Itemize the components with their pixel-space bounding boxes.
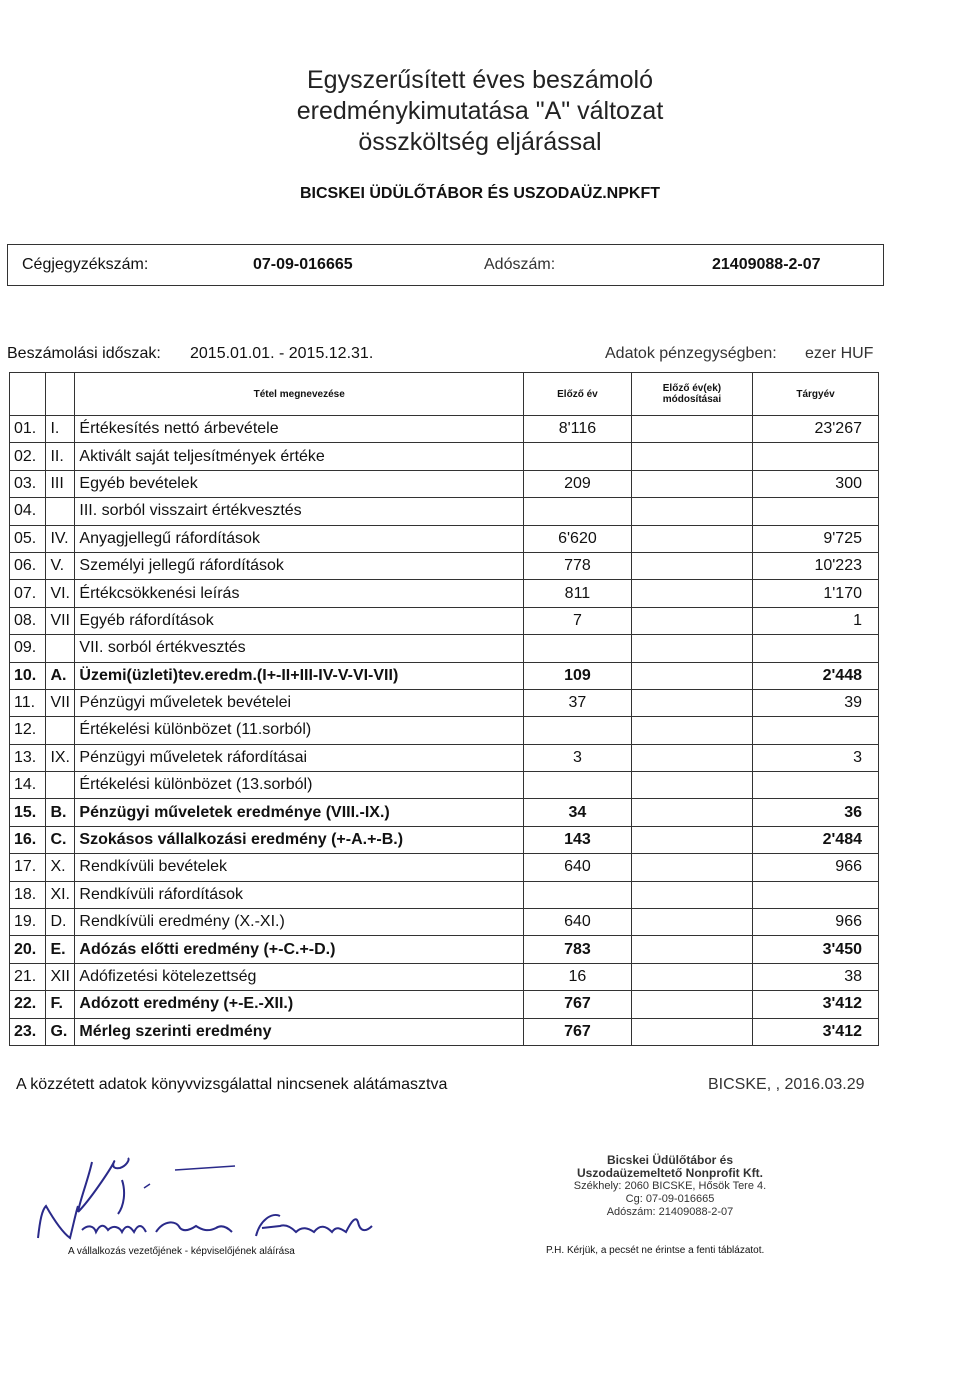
row-prev-year: 778: [524, 552, 632, 579]
row-number: 17.: [10, 854, 46, 881]
row-modification: [631, 717, 752, 744]
row-current-year: 3'450: [753, 936, 879, 963]
row-number: 21.: [10, 963, 46, 990]
row-name: Értékelési különbözet (11.sorból): [75, 717, 524, 744]
table-row: [10, 416, 879, 443]
row-name: Mérleg szerinti eredmény: [75, 1018, 524, 1045]
row-name: Egyéb bevételek: [75, 470, 524, 497]
table-row: [10, 909, 879, 936]
stamp-line-2: Uszodaüzemeltető Nonprofit Kft.: [577, 1166, 763, 1180]
row-prev-year: 640: [524, 909, 632, 936]
row-roman: VI.: [46, 580, 75, 607]
row-name: Rendkívüli eredmény (X.-XI.): [75, 909, 524, 936]
period-value: 2015.01.01. - 2015.12.31.: [190, 345, 374, 362]
row-roman: II.: [46, 443, 75, 470]
row-roman: XI.: [46, 881, 75, 908]
row-prev-year: [524, 772, 632, 799]
row-prev-year: [524, 717, 632, 744]
row-number: 09.: [10, 635, 46, 662]
table-header-row: [10, 373, 879, 416]
header-name: Tétel megnevezése: [75, 373, 524, 416]
row-modification: [631, 689, 752, 716]
row-number: 08.: [10, 607, 46, 634]
row-modification: [631, 662, 752, 689]
row-modification: [631, 991, 752, 1018]
row-current-year: 39: [753, 689, 879, 716]
row-number: 20.: [10, 936, 46, 963]
row-prev-year: [524, 443, 632, 470]
row-number: 13.: [10, 744, 46, 771]
table-row: [10, 881, 879, 908]
row-roman: XII: [46, 963, 75, 990]
table-row: [10, 991, 879, 1018]
table-row: [10, 963, 879, 990]
income-statement-table: [9, 372, 879, 1046]
row-modification: [631, 772, 752, 799]
row-current-year: 2'448: [753, 662, 879, 689]
reg-label: Cégjegyzékszám:: [22, 256, 149, 273]
stamp-line-5: Adószám: 21409088-2-07: [606, 1206, 734, 1218]
row-prev-year: 640: [524, 854, 632, 881]
row-roman: F.: [46, 991, 75, 1018]
row-roman: VII: [46, 607, 75, 634]
tax-value: 21409088-2-07: [712, 256, 821, 273]
row-prev-year: 783: [524, 936, 632, 963]
row-modification: [631, 607, 752, 634]
table-row: [10, 635, 879, 662]
row-current-year: 300: [753, 470, 879, 497]
row-roman: VII: [46, 689, 75, 716]
row-roman: [46, 772, 75, 799]
row-name: VII. sorból értékvesztés: [75, 635, 524, 662]
row-roman: III: [46, 470, 75, 497]
reg-value: 07-09-016665: [253, 256, 353, 273]
row-modification: [631, 854, 752, 881]
row-name: Aktivált saját teljesítmények értéke: [75, 443, 524, 470]
row-name: Értékcsökkenési leírás: [75, 580, 524, 607]
row-number: 01.: [10, 416, 46, 443]
signature-caption: A vállalkozás vezetőjének - képviselőjének aláírása: [68, 1246, 295, 1257]
row-modification: [631, 443, 752, 470]
row-roman: A.: [46, 662, 75, 689]
row-name: Üzemi(üzleti)tev.eredm.(I+-II+III-IV-V-VI-VII): [75, 662, 524, 689]
row-number: 18.: [10, 881, 46, 908]
row-current-year: 1'170: [753, 580, 879, 607]
row-prev-year: 6'620: [524, 525, 632, 552]
row-modification: [631, 963, 752, 990]
row-number: 10.: [10, 662, 46, 689]
row-prev-year: 3: [524, 744, 632, 771]
row-prev-year: 767: [524, 1018, 632, 1045]
table-row: [10, 799, 879, 826]
stamp-line-1: Bicskei Üdülőtábor és: [606, 1153, 734, 1167]
row-number: 12.: [10, 717, 46, 744]
table-row: [10, 936, 879, 963]
row-modification: [631, 826, 752, 853]
stamp-line-4: Cg: 07-09-016665: [625, 1193, 715, 1205]
row-modification: [631, 799, 752, 826]
table-row: [10, 1018, 879, 1045]
row-modification: [631, 635, 752, 662]
row-number: 05.: [10, 525, 46, 552]
row-modification: [631, 1018, 752, 1045]
row-current-year: 966: [753, 854, 879, 881]
title-line-1: Egyszerűsített éves beszámoló: [307, 66, 653, 94]
row-prev-year: 209: [524, 470, 632, 497]
row-modification: [631, 498, 752, 525]
row-roman: I.: [46, 416, 75, 443]
tax-label: Adószám:: [484, 256, 556, 273]
unit-label: Adatok pénzegységben:: [605, 345, 777, 362]
row-roman: IV.: [46, 525, 75, 552]
row-name: Pénzügyi műveletek ráfordításai: [75, 744, 524, 771]
row-roman: [46, 717, 75, 744]
row-roman: V.: [46, 552, 75, 579]
row-prev-year: 143: [524, 826, 632, 853]
row-current-year: [753, 635, 879, 662]
row-roman: IX.: [46, 744, 75, 771]
table-row: [10, 717, 879, 744]
table-row: [10, 854, 879, 881]
header-prev: Előző év: [524, 373, 632, 416]
row-current-year: 9'725: [753, 525, 879, 552]
row-name: Szokásos vállalkozási eredmény (+-A.+-B.): [75, 826, 524, 853]
row-prev-year: [524, 881, 632, 908]
row-roman: [46, 635, 75, 662]
row-current-year: 2'484: [753, 826, 879, 853]
row-current-year: 23'267: [753, 416, 879, 443]
table-row: [10, 470, 879, 497]
table-row: [10, 498, 879, 525]
row-roman: X.: [46, 854, 75, 881]
row-current-year: 3'412: [753, 1018, 879, 1045]
row-roman: D.: [46, 909, 75, 936]
row-current-year: 10'223: [753, 552, 879, 579]
row-modification: [631, 525, 752, 552]
header-roman: [46, 373, 75, 416]
place-date: BICSKE, , 2016.03.29: [708, 1076, 865, 1093]
row-modification: [631, 881, 752, 908]
row-number: 03.: [10, 470, 46, 497]
table-row: [10, 744, 879, 771]
row-modification: [631, 744, 752, 771]
table-row: [10, 443, 879, 470]
row-prev-year: [524, 635, 632, 662]
row-current-year: 36: [753, 799, 879, 826]
row-name: Pénzügyi műveletek bevételei: [75, 689, 524, 716]
title-line-3: összköltség eljárással: [358, 128, 602, 156]
row-name: Értékelési különbözet (13.sorból): [75, 772, 524, 799]
row-number: 04.: [10, 498, 46, 525]
row-current-year: 3: [753, 744, 879, 771]
table-row: [10, 552, 879, 579]
stamp-line-3: Székhely: 2060 BICSKE, Hősök Tere 4.: [573, 1180, 767, 1192]
row-modification: [631, 936, 752, 963]
row-current-year: [753, 443, 879, 470]
table-row: [10, 525, 879, 552]
row-prev-year: [524, 498, 632, 525]
row-prev-year: 7: [524, 607, 632, 634]
row-number: 22.: [10, 991, 46, 1018]
row-prev-year: 37: [524, 689, 632, 716]
row-number: 15.: [10, 799, 46, 826]
row-prev-year: 34: [524, 799, 632, 826]
stamp-note: P.H. Kérjük, a pecsét ne érintse a fenti táblázatot.: [546, 1245, 765, 1256]
row-prev-year: 109: [524, 662, 632, 689]
row-prev-year: 767: [524, 991, 632, 1018]
company-stamp: [545, 1154, 795, 1219]
row-current-year: 38: [753, 963, 879, 990]
row-current-year: [753, 498, 879, 525]
header-mod: Előző év(ek) módosításai: [631, 373, 752, 416]
unit-value: ezer HUF: [805, 345, 874, 362]
row-number: 06.: [10, 552, 46, 579]
row-modification: [631, 470, 752, 497]
row-name: Egyéb ráfordítások: [75, 607, 524, 634]
row-name: Adózott eredmény (+-E.-XII.): [75, 991, 524, 1018]
row-name: Pénzügyi műveletek eredménye (VIII.-IX.): [75, 799, 524, 826]
row-current-year: [753, 881, 879, 908]
row-roman: [46, 498, 75, 525]
row-number: 14.: [10, 772, 46, 799]
row-name: Rendkívüli bevételek: [75, 854, 524, 881]
row-prev-year: 8'116: [524, 416, 632, 443]
header-rownum: [10, 373, 46, 416]
row-number: 19.: [10, 909, 46, 936]
row-name: Adófizetési kötelezettség: [75, 963, 524, 990]
table-row: [10, 772, 879, 799]
row-current-year: [753, 717, 879, 744]
signature-image: [30, 1140, 410, 1250]
row-modification: [631, 552, 752, 579]
row-modification: [631, 909, 752, 936]
row-current-year: [753, 772, 879, 799]
table-row: [10, 607, 879, 634]
audit-note: A közzétett adatok könyvvizsgálattal nincsenek alátámasztva: [16, 1076, 448, 1093]
row-name: Személyi jellegű ráfordítások: [75, 552, 524, 579]
row-number: 11.: [10, 689, 46, 716]
company-name: BICSKEI ÜDÜLŐTÁBOR ÉS USZODAÜZ.NPKFT: [300, 185, 660, 202]
row-name: Rendkívüli ráfordítások: [75, 881, 524, 908]
row-roman: E.: [46, 936, 75, 963]
row-prev-year: 16: [524, 963, 632, 990]
row-name: Adózás előtti eredmény (+-C.+-D.): [75, 936, 524, 963]
row-current-year: 966: [753, 909, 879, 936]
row-roman: C.: [46, 826, 75, 853]
table-row: [10, 826, 879, 853]
row-number: 16.: [10, 826, 46, 853]
row-prev-year: 811: [524, 580, 632, 607]
id-box: [7, 244, 884, 286]
title-line-2: eredménykimutatása "A" változat: [296, 97, 664, 125]
row-modification: [631, 416, 752, 443]
row-current-year: 1: [753, 607, 879, 634]
row-roman: G.: [46, 1018, 75, 1045]
header-current: Tárgyév: [753, 373, 879, 416]
row-modification: [631, 580, 752, 607]
row-number: 23.: [10, 1018, 46, 1045]
row-name: III. sorból visszairt értékvesztés: [75, 498, 524, 525]
row-roman: B.: [46, 799, 75, 826]
period-label: Beszámolási időszak:: [7, 345, 161, 362]
table-row: [10, 580, 879, 607]
row-current-year: 3'412: [753, 991, 879, 1018]
row-name: Anyagjellegű ráfordítások: [75, 525, 524, 552]
row-number: 02.: [10, 443, 46, 470]
table-row: [10, 689, 879, 716]
table-row: [10, 662, 879, 689]
row-name: Értékesítés nettó árbevétele: [75, 416, 524, 443]
row-number: 07.: [10, 580, 46, 607]
